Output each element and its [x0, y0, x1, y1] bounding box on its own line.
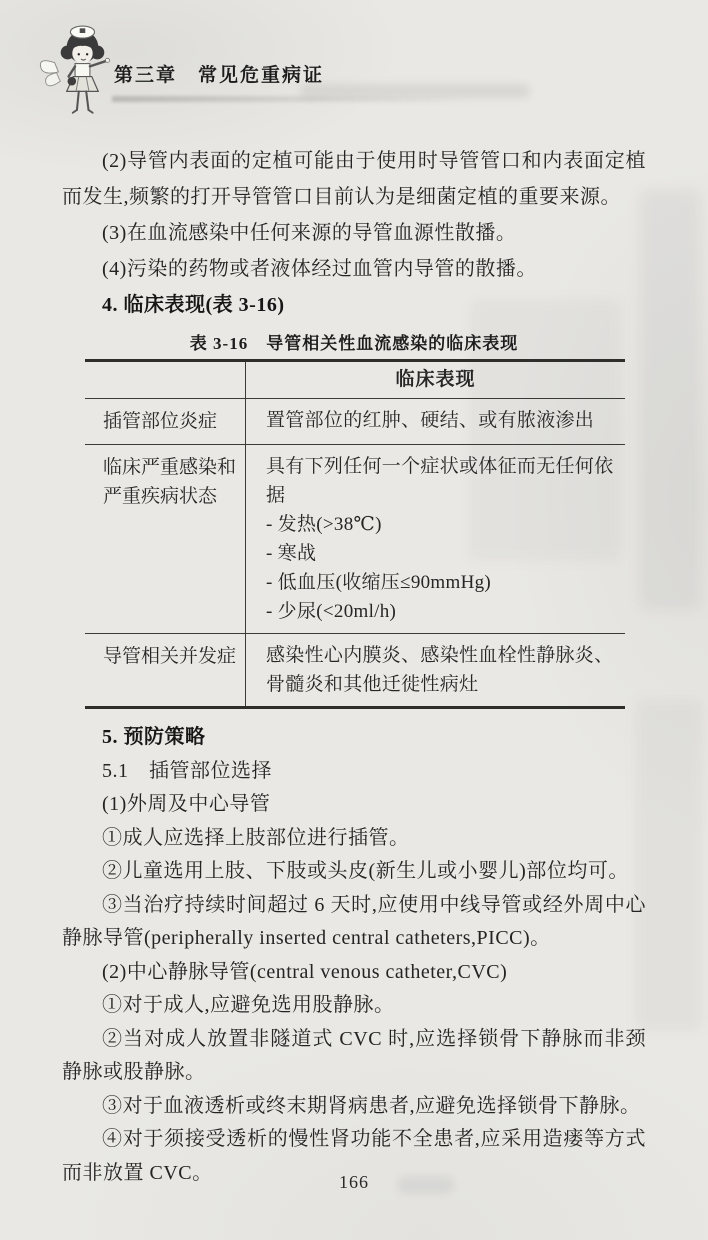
table-row-content: [245, 634, 625, 706]
paragraph: (3)在血流感染中任何来源的导管血源性散播。: [102, 222, 517, 244]
table-content-line: - 发热(>38℃): [266, 514, 382, 535]
table-catheter-infection-manifestations: [85, 359, 625, 709]
table-content-line: - 少尿(<20ml/h): [266, 601, 397, 622]
table-header-row: [85, 362, 625, 398]
table-content-line: 感染性心内膜炎、感染性血栓性静脉炎、骨髓炎和其他迁徙性病灶: [266, 645, 614, 695]
paragraph: (2)中心静脉导管(central venous catheter,CVC): [102, 960, 508, 983]
page-body: [62, 143, 646, 1190]
page-number: 166: [339, 1172, 369, 1192]
table-row: [85, 398, 625, 444]
bleed-through-smudge: [640, 190, 700, 610]
paragraph: (4)污染的药物或者液体经过血管内导管的散播。: [102, 258, 537, 280]
paragraph: (2)导管内表面的定植可能由于使用时导管管口和内表面定植而发生,频繁的打开导管管口目前认为是细菌定植的重要来源。: [62, 150, 646, 208]
prevention-strategy-section: [62, 721, 646, 1190]
paragraph: ①对于成人,应避免选用股静脉。: [102, 994, 395, 1016]
paragraph: ①成人应选择上肢部位进行插管。: [102, 826, 410, 849]
table-content-line: 置管部位的红肿、硬结、或有脓液渗出: [266, 410, 595, 431]
table-row-label: 临床严重感染和严重疾病状态: [103, 457, 237, 507]
table-content-line: - 寒战: [266, 543, 317, 564]
subsection-heading-site-selection: 5.1 插管部位选择: [102, 759, 272, 782]
paragraph: ③当治疗持续时间超过 6 天时,应使用中线导管或经外周中心静脉导管(peripherally inserted central catheters,PICC)。: [62, 893, 646, 949]
paragraph: ②儿童选用上肢、下肢或头皮(新生儿或小婴儿)部位均可。: [102, 860, 629, 882]
table-caption: 表 3-16 导管相关性血流感染的临床表现: [189, 334, 519, 353]
table-content-line: - 低血压(收缩压≤90mmHg): [266, 572, 492, 593]
nurse-angel-mascot-icon: [34, 20, 118, 127]
table-row: [85, 444, 625, 633]
chapter-header-underline: [112, 96, 472, 102]
table-row-content: [245, 399, 625, 444]
paragraph: ②当对成人放置非隧道式 CVC 时,应选择锁骨下静脉而非颈静脉或股静脉。: [62, 1027, 646, 1083]
paragraph: ④对于须接受透析的慢性肾功能不全患者,应采用造瘘等方式而非放置 CVC。: [62, 1128, 646, 1184]
table-row-content: [245, 445, 625, 633]
section-heading-prevention: 5. 预防策略: [102, 726, 206, 748]
table-row: [85, 633, 625, 706]
section-heading-clinical-manifestation: 4. 临床表现(表 3-16): [102, 294, 285, 316]
table-header-empty-cell: [85, 362, 245, 398]
table-header-cell: 临床表现: [245, 362, 625, 398]
table-row-label: 插管部位炎症: [103, 411, 218, 432]
paragraph: ③对于血液透析或终末期肾病患者,应避免选择锁骨下静脉。: [102, 1094, 641, 1117]
table-row-label: 导管相关并发症: [103, 646, 237, 667]
table-content-line: 具有下列任何一个症状或体征而无任何依据: [266, 456, 614, 506]
paragraph: (1)外周及中心导管: [102, 793, 271, 815]
chapter-header-title: 第三章 常见危重病证: [114, 65, 325, 86]
